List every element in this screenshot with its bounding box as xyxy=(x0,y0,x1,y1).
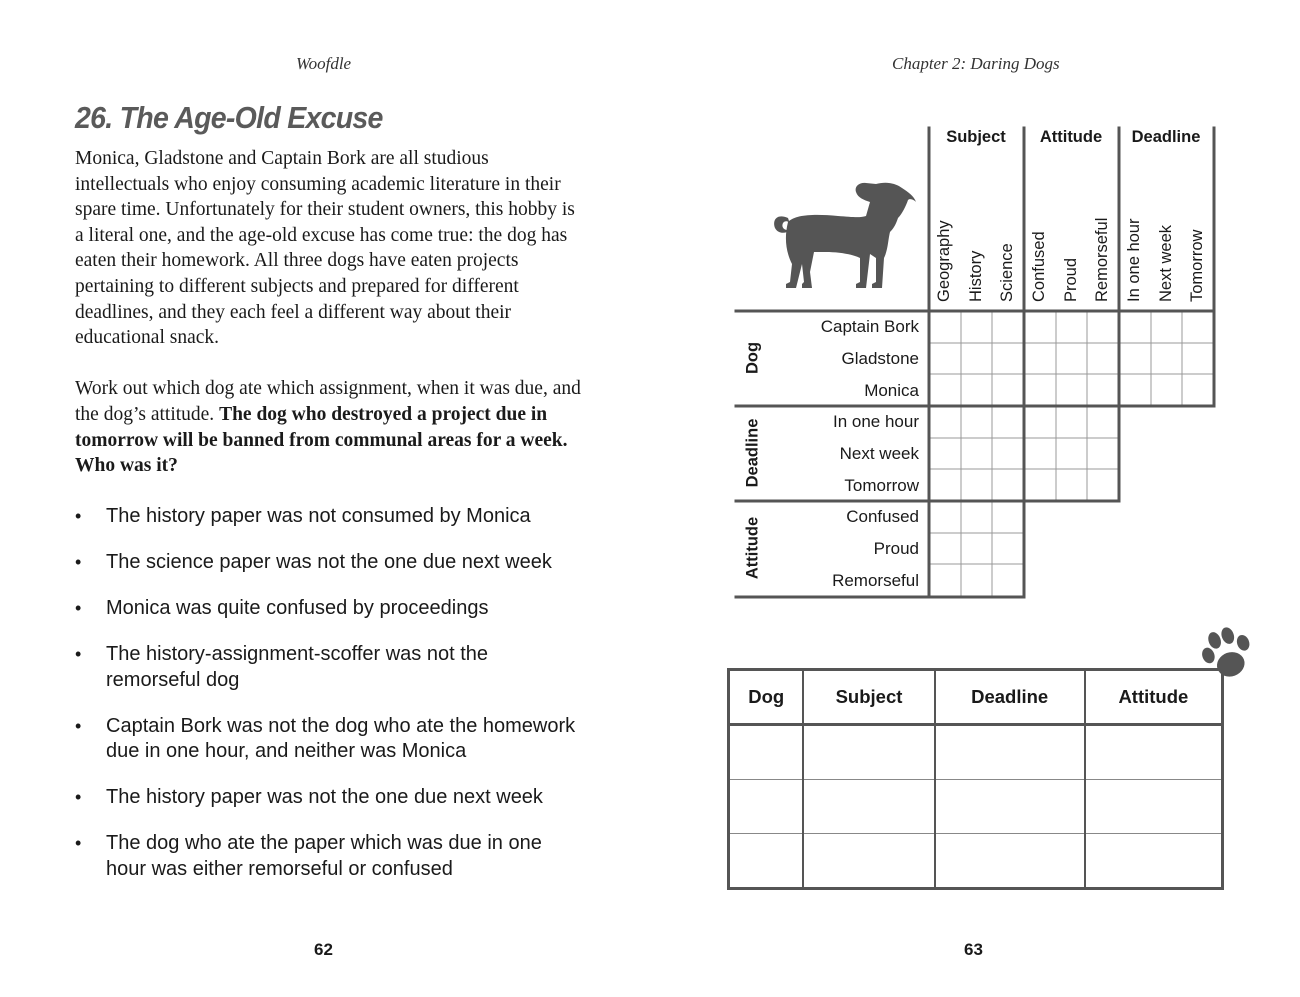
answer-header-deadline: Deadline xyxy=(935,670,1085,725)
clue-item: • Monica was quite confused by proceedings xyxy=(75,596,580,622)
clue-item: • The science paper was not the one due next week xyxy=(75,550,580,576)
col-group-label: Attitude xyxy=(1039,128,1103,146)
clue-item: • The history paper was not consumed by Monica xyxy=(75,504,580,530)
puzzle-title: 26. The Age-Old Excuse xyxy=(75,100,383,135)
answer-cell[interactable] xyxy=(803,834,934,889)
col-option-label: Proud xyxy=(1062,257,1080,302)
page-number-right: 63 xyxy=(964,940,983,959)
row-option-label: Gladstone xyxy=(841,349,919,368)
row-group-label: Dog xyxy=(743,341,762,375)
row-option-label: Tomorrow xyxy=(844,476,919,495)
page-number-left: 62 xyxy=(314,940,333,959)
clue-item: • Captain Bork was not the dog who ate the homework due in one hour, and neither was Monica xyxy=(75,714,580,765)
row-option-label: Captain Bork xyxy=(820,317,919,336)
answer-cell[interactable] xyxy=(935,834,1085,889)
col-option-label: History xyxy=(967,250,985,302)
table-row xyxy=(729,780,1223,834)
table-row xyxy=(729,725,1223,780)
answer-cell[interactable] xyxy=(935,725,1085,780)
row-option-label: Next week xyxy=(839,444,919,463)
answer-cell[interactable] xyxy=(803,725,934,780)
answer-cell[interactable] xyxy=(729,725,804,780)
task-text: Work out which dog ate which assignment, when it was due, and the dog’s attitude. xyxy=(75,378,581,425)
clue-item: • The history paper was not the one due next week xyxy=(75,785,580,811)
answer-header-attitude: Attitude xyxy=(1085,670,1223,725)
running-head-left: Woofdle xyxy=(296,54,352,73)
answer-cell[interactable] xyxy=(1085,780,1223,834)
answer-cell[interactable] xyxy=(729,780,804,834)
col-group-label: Subject xyxy=(946,128,1006,146)
clue-item: • The history-assignment-scoffer was not the remorseful dog xyxy=(75,642,580,693)
col-option-label: In one hour xyxy=(1125,218,1143,302)
row-group-label: Attitude xyxy=(743,516,762,580)
row-option-label: Monica xyxy=(864,381,919,400)
answer-table xyxy=(727,668,1224,890)
col-option-label: Confused xyxy=(1030,231,1048,302)
col-option-label: Tomorrow xyxy=(1188,229,1206,302)
col-option-label: Science xyxy=(998,243,1016,302)
col-option-label: Next week xyxy=(1157,224,1175,302)
task-question: The dog who destroyed a project due in tomorrow will be banned from communal areas for a week. Who was it? xyxy=(75,403,568,477)
row-option-label: Remorseful xyxy=(832,571,919,590)
answer-header-subject: Subject xyxy=(803,670,934,725)
running-head-right: Chapter 2: Daring Dogs xyxy=(892,54,1060,73)
col-option-label: Geography xyxy=(935,220,953,302)
answer-cell[interactable] xyxy=(1085,725,1223,780)
intro-paragraph: Monica, Gladstone and Captain Bork are all studious intellectuals who enjoy consuming academic literature in their spare time. Unfortunately for their student owners, this hobby is a literal one, and the age-old excuse has come true: the dog has eaten their homework. All three dogs have eaten projects pertaining to different subjects and prepared for different deadlines, and they each feel a different way about their educational snack. xyxy=(75,148,575,349)
row-option-label: In one hour xyxy=(832,412,919,431)
row-group-label: Deadline xyxy=(743,418,762,488)
col-option-label: Remorseful xyxy=(1093,217,1111,302)
row-option-label: Proud xyxy=(873,539,919,558)
answer-cell[interactable] xyxy=(729,834,804,889)
answer-cell[interactable] xyxy=(935,780,1085,834)
answer-cell[interactable] xyxy=(1085,834,1223,889)
answer-cell[interactable] xyxy=(803,780,934,834)
col-group-label: Deadline xyxy=(1131,128,1201,146)
clue-item: • The dog who ate the paper which was due in one hour was either remorseful or confused xyxy=(75,831,580,882)
table-row xyxy=(729,834,1223,889)
row-option-label: Confused xyxy=(846,507,919,526)
answer-header-dog: Dog xyxy=(729,670,804,725)
